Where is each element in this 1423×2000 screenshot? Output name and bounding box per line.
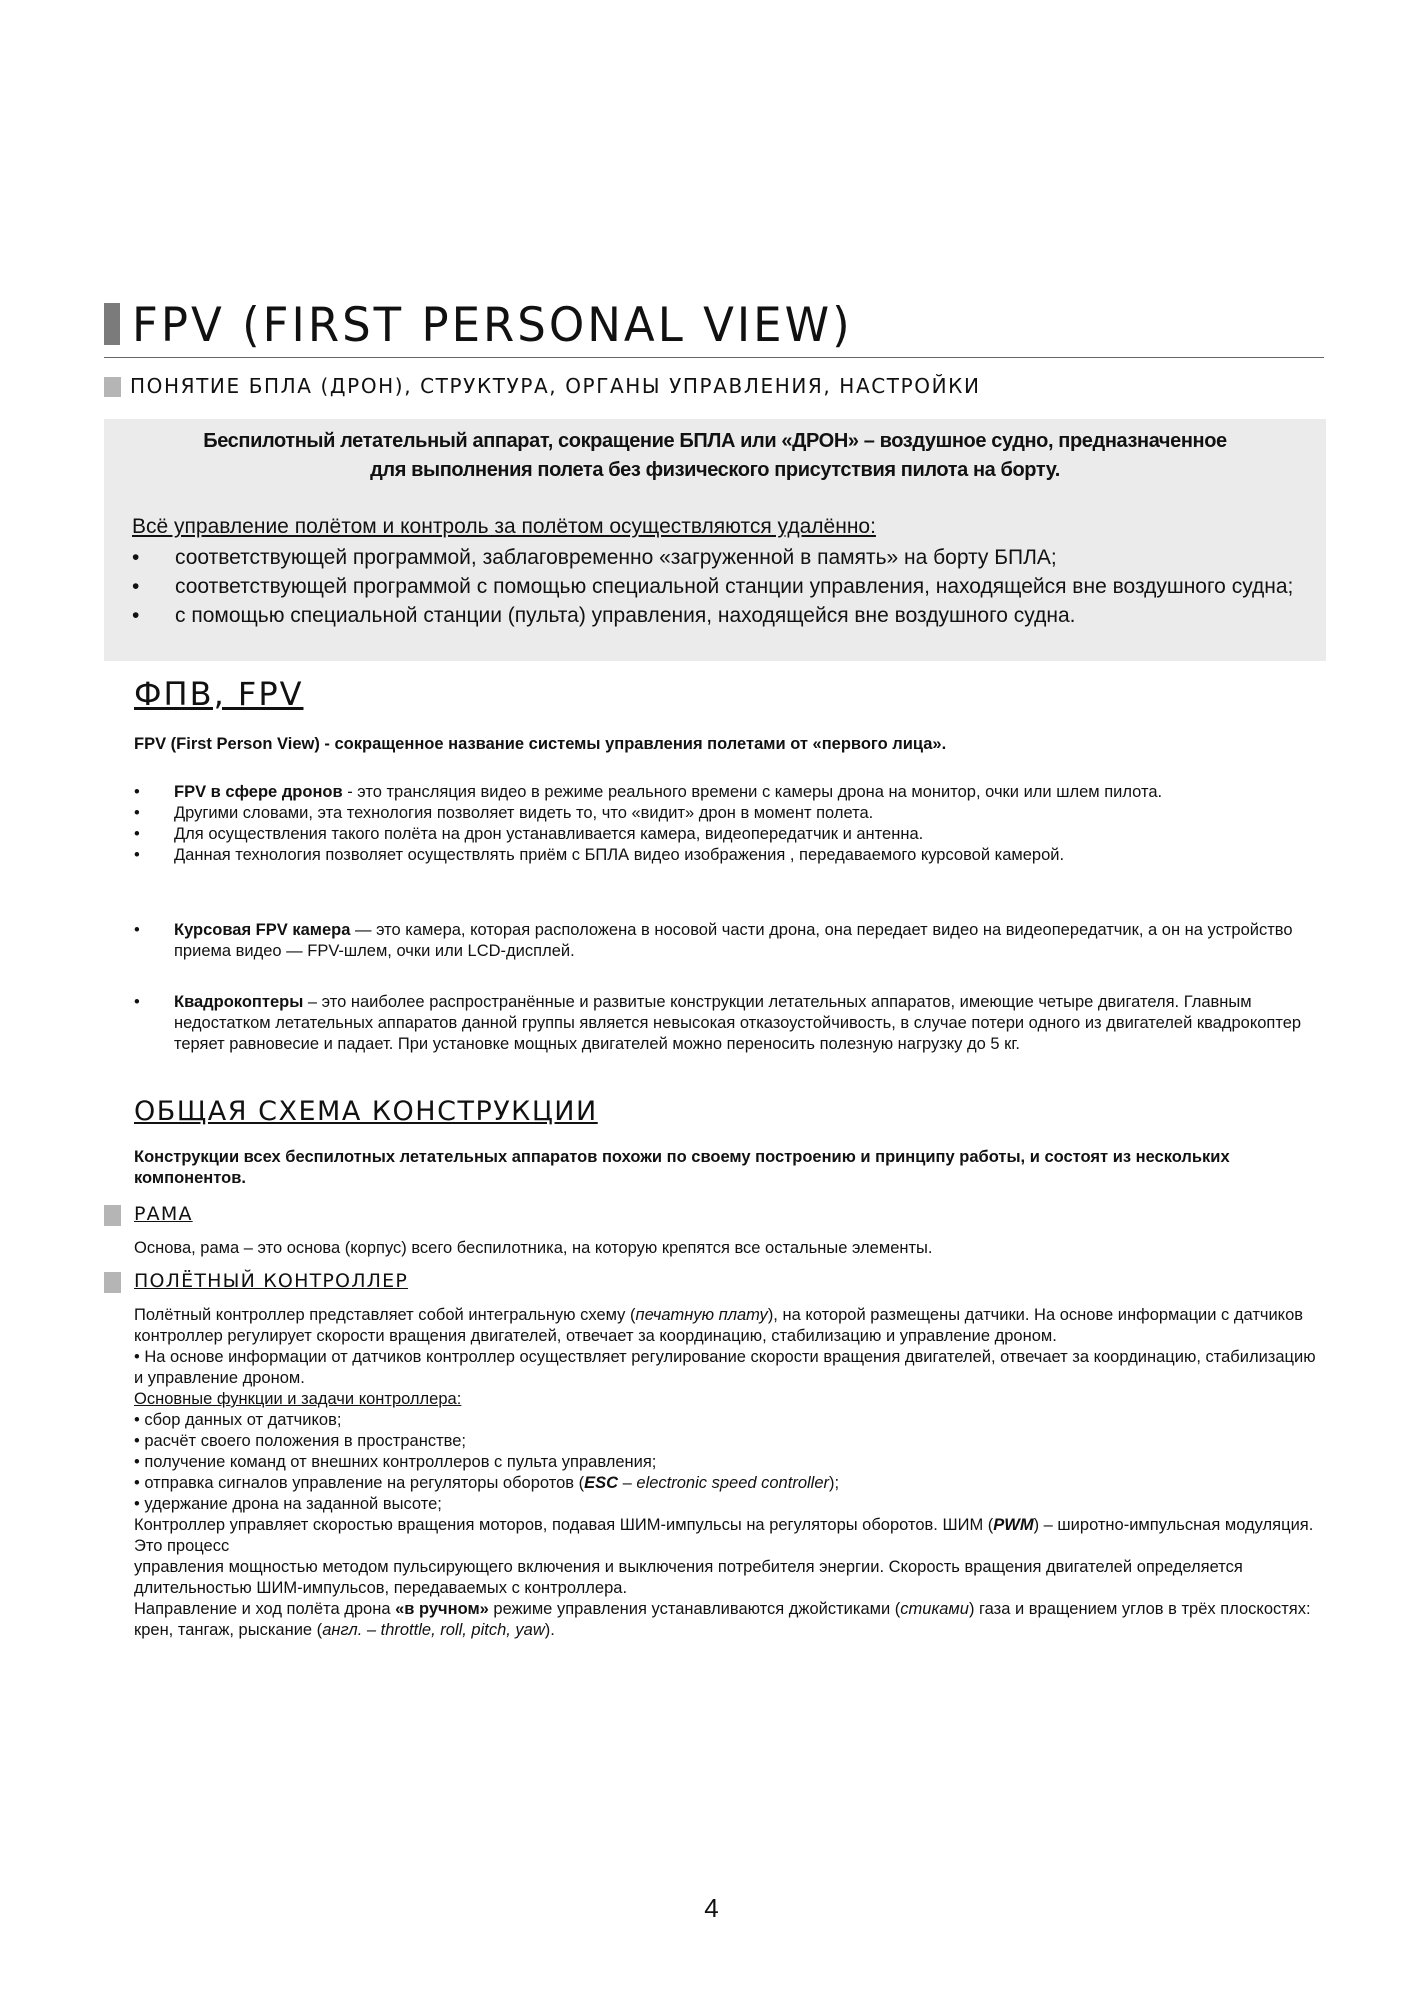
text-span: Направление и ход полёта дрона [134,1600,396,1618]
title-marker [104,303,120,345]
list-item [132,601,1312,630]
text-span: ) – широтно-импульсная модуляция. Это процесс [134,1516,1314,1555]
section-marker [104,1272,121,1293]
list-item [134,845,1324,866]
list-item-text: соответствующей программой, заблаговременно «загруженной в память» на борту БПЛА; [175,546,1057,569]
text-span: ) газа и вращением углов в трёх плоскостях: крен, тангаж, рыскание ( [134,1600,1311,1639]
quadcopters-item [134,992,1324,1055]
list-item-text: Другими словами, эта технология позволяет видеть то, что «видит» дрон в момент полета. [174,804,874,822]
list-item [134,782,1324,803]
text-span: режиме управления устанавливаются джойстиками ( [488,1600,901,1618]
intro-box [104,419,1326,661]
intro-list [132,543,1312,630]
list-item-bold: Квадрокоптеры [174,993,304,1011]
fpv-definition: FPV (First Person View) - сокращенное название системы управления полетами от «первого лица». [134,735,947,753]
controller-heading-text: ПОЛЁТНЫЙ КОНТРОЛЛЕР [134,1270,409,1292]
scheme-definition: Конструкции всех беспилотных летательных аппаратов похожи по своему построению и принципу работы, и состоят из нескольких компонентов. [134,1148,1230,1187]
controller-paragraph-1 [134,1305,1324,1347]
italic-span: англ. – throttle, roll, pitch, yaw [322,1621,545,1639]
bullet: • [134,993,140,1011]
text-span: Контроллер управляет скоростью вращения моторов, подавая ШИМ-импульсы на регуляторы оборотов. ШИМ ( [134,1516,994,1534]
bold-span: «в ручном» [395,1600,489,1618]
list-item-bold: Курсовая FPV камера [174,921,351,939]
intro-definition [104,427,1326,485]
list-item-bold: FPV в сфере дронов [174,783,343,801]
fpv-camera-item [134,920,1324,962]
text-span: Полётный контроллер представляет собой интегральную схему ( [134,1306,636,1324]
controller-paragraph-4: управления мощностью методом пульсирующего включения и выключения потребителя энергии. Скорость вращения двигателей определяется длительностью ШИМ-импульсов, передаваемых с контроллера. [134,1558,1243,1597]
bullet: • [134,825,140,843]
list-item [134,824,1324,845]
bullet: • [132,546,140,569]
fpv-heading: ФПВ, FPV [134,675,304,713]
list-item-text: с помощью специальной станции (пульта) управления, находящейся вне воздушного судна. [175,604,1076,627]
title-text: FPV (FIRST PERSONAL VIEW) [132,297,853,353]
bullet: • [134,804,140,822]
controller-body [134,1305,1324,1641]
list-item-text: соответствующей программой с помощью специальной станции управления, находящейся вне воздушного судна; [175,575,1294,598]
function-item: • удержание дрона на заданной высоте; [134,1495,442,1513]
bullet: • [134,846,140,864]
list-item [134,920,1324,962]
list-item-text: – это наиболее распространённые и развитые конструкции летательных аппаратов, имеющие четыре двигателя. Главным недостатком летательных аппаратов данной группы является невысокая отказоустойчивость, в случае потери одного из двигателей квадрокоптер теряет равновесие и падает. При установке мощных двигателей можно переносить полезную нагрузку до 5 кг. [174,993,1302,1053]
bold-italic-span: ESC [584,1474,619,1492]
list-item [134,803,1324,824]
bullet: • [132,575,140,598]
list-item-text: - это трансляция видео в режиме реального времени с камеры дрона на монитор, очки или шлем пилота. [342,783,1163,801]
scheme-heading: ОБЩАЯ СХЕМА КОНСТРУКЦИИ [134,1096,598,1127]
functions-title: Основные функции и задачи контроллера: [134,1390,462,1408]
list-item [132,543,1312,572]
list-item [132,572,1312,601]
italic-span: стиками [900,1600,969,1618]
controller-paragraph-3 [134,1515,1324,1557]
page-number: 4 [704,1893,719,1923]
subtitle-marker [104,377,121,397]
intro-definition-line2: для выполнения полета без физического присутствия пилота на борту. [370,459,1060,481]
list-item-text: — это камера, которая расположена в носовой части дрона, она передает видео на видеопередатчик, а он на устройство приема видео — FPV-шлем, очки или LCD-дисплей. [174,921,1293,960]
controller-paragraph-2: • На основе информации от датчиков контроллер осуществляет регулирование скорости вращения двигателей, отвечает за координацию, стабилизацию и управление дроном. [134,1348,1316,1387]
text-span: • отправка сигналов управление на регуляторы оборотов ( [134,1474,585,1492]
frame-text: Основа, рама – это основа (корпус) всего беспилотника, на которую крепятся все остальные элементы. [134,1239,933,1257]
list-item [134,992,1324,1055]
frame-heading-text: РАМА [134,1203,193,1225]
function-item: • сбор данных от датчиков; [134,1411,342,1429]
function-item [134,1473,1324,1494]
page-title [104,297,1324,358]
bullet: • [132,604,140,627]
subtitle-text: ПОНЯТИЕ БПЛА (ДРОН), СТРУКТУРА, ОРГАНЫ УПРАВЛЕНИЯ, НАСТРОЙКИ [130,374,981,398]
bold-italic-span: PWM [993,1516,1034,1534]
italic-span: – electronic speed controller [618,1474,829,1492]
fpv-list [134,782,1324,866]
intro-lead: Всё управление полётом и контроль за полётом осуществляются удалённо: [132,515,876,538]
text-span: ). [544,1621,555,1639]
text-span: ); [829,1474,840,1492]
controller-paragraph-5 [134,1599,1324,1641]
list-item-text: Данная технология позволяет осуществлять приём с БПЛА видео изображения , передаваемого курсовой камерой. [174,846,1065,864]
list-item-text: Для осуществления такого полёта на дрон устанавливается камера, видеопередатчик и антенна. [174,825,924,843]
intro-definition-line1: Беспилотный летательный аппарат, сокращение БПЛА или «ДРОН» – воздушное судно, предназначенное [203,430,1227,452]
function-item: • получение команд от внешних контроллеров с пульта управления; [134,1453,657,1471]
function-item: • расчёт своего положения в пространстве; [134,1432,466,1450]
bullet: • [134,921,140,939]
italic-span: печатную плату [635,1306,768,1324]
bullet: • [134,783,140,801]
text-span: ), на которой размещены датчики. На основе информации с датчиков контроллер регулирует скорости вращения двигателей, отвечает за координацию, стабилизацию и управление дроном. [134,1306,1304,1345]
section-marker [104,1205,121,1226]
